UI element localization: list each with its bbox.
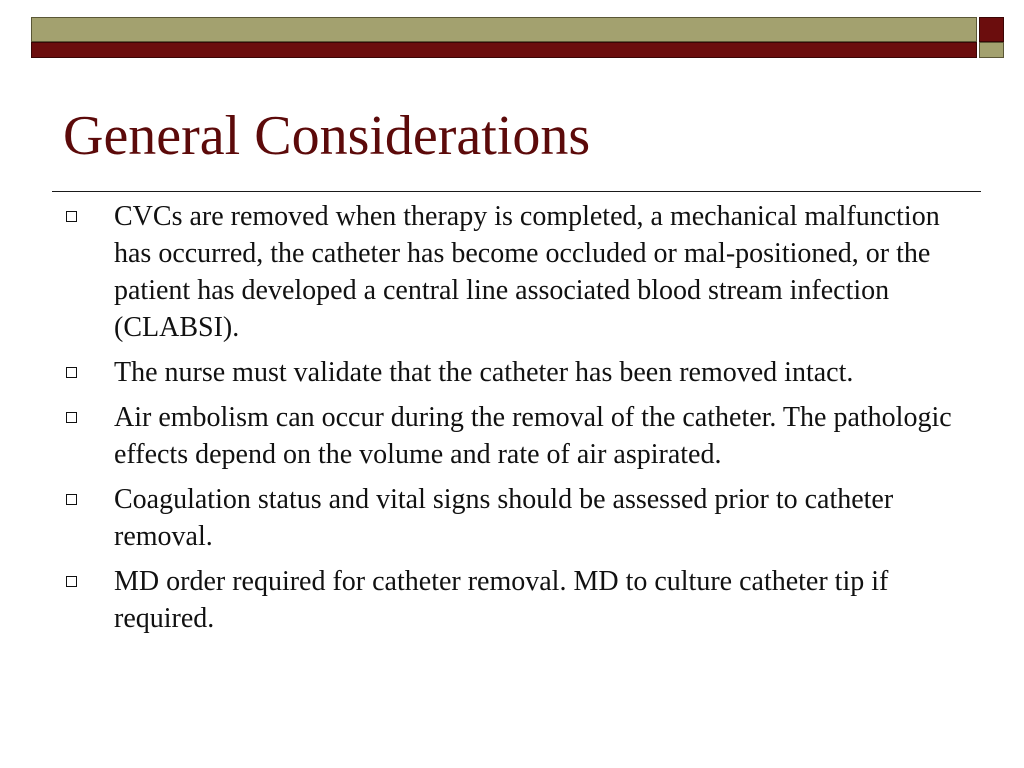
header-bar-olive <box>31 17 977 42</box>
hollow-square-icon <box>66 367 77 378</box>
bullet-text: CVCs are removed when therapy is completed, a mechanical malfunction has occurred, the catheter has become occluded or mal-positioned, or the patient has developed a central line associated blood stream infection (CLABSI). <box>114 201 940 343</box>
title-divider <box>52 191 981 192</box>
header-square-maroon <box>979 17 1004 42</box>
bullet-item <box>64 481 954 555</box>
hollow-square-icon <box>66 576 77 587</box>
header-square-olive <box>979 42 1004 58</box>
hollow-square-icon <box>66 211 77 222</box>
header-bar-maroon <box>31 42 977 58</box>
bullet-item <box>64 399 954 473</box>
bullet-text: The nurse must validate that the catheter has been removed intact. <box>114 357 854 388</box>
hollow-square-icon <box>66 412 77 423</box>
bullet-item <box>64 198 954 346</box>
bullet-item <box>64 354 954 391</box>
bullet-list <box>64 198 954 645</box>
bullet-text: Air embolism can occur during the removal of the catheter. The pathologic effects depend on the volume and rate of air aspirated. <box>114 402 952 470</box>
bullet-text: MD order required for catheter removal. MD to culture catheter tip if required. <box>114 566 889 634</box>
bullet-text: Coagulation status and vital signs should be assessed prior to catheter removal. <box>114 484 894 552</box>
hollow-square-icon <box>66 494 77 505</box>
bullet-item <box>64 563 954 637</box>
slide-title: General Considerations <box>63 105 591 167</box>
